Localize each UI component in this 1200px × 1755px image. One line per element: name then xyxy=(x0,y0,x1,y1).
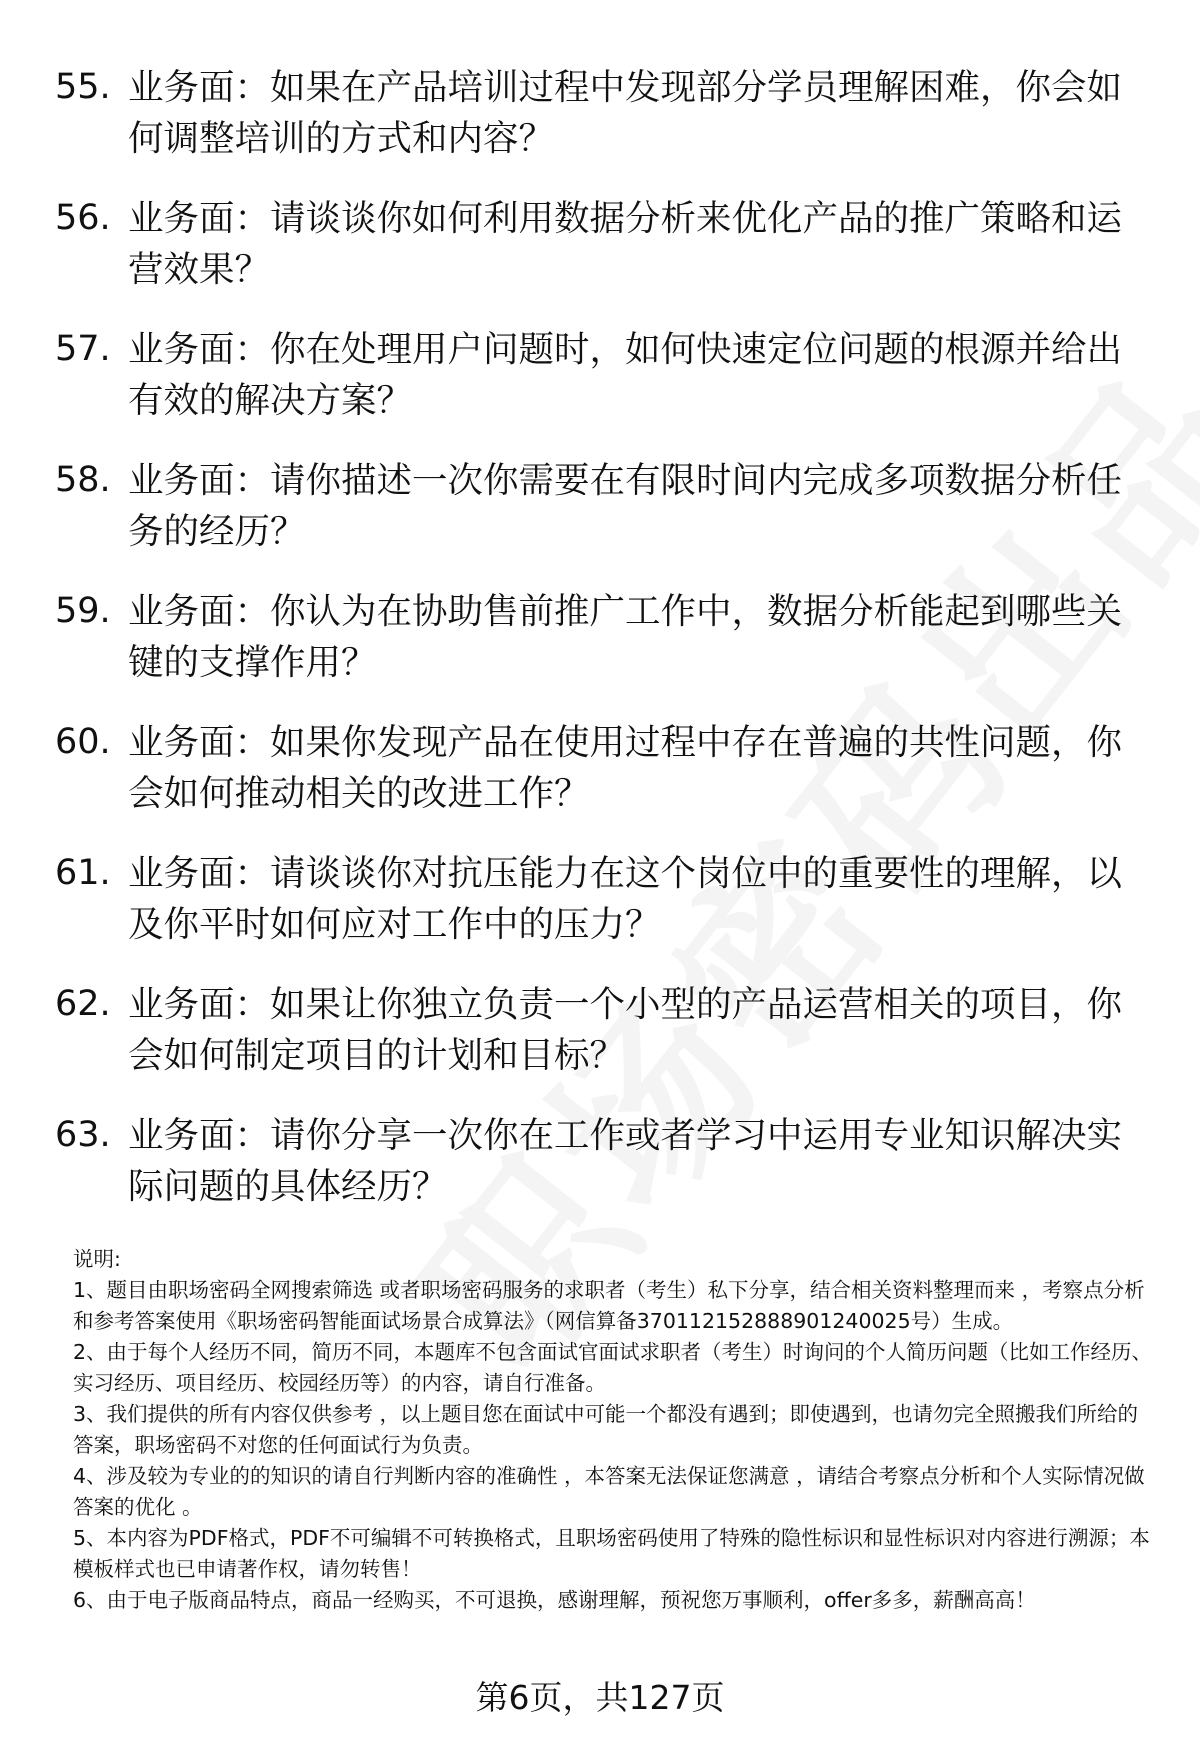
question-list xyxy=(0,62,1200,1241)
notes-title: 说明: xyxy=(73,1247,121,1271)
note-item: 6、由于电子版商品特点，商品一经购买，不可退换，感谢理解，预祝您万事顺利，offer多多，薪酬高高！ xyxy=(73,1588,1036,1612)
question-item xyxy=(0,455,1200,586)
question-number: 61. xyxy=(55,853,111,893)
question-item xyxy=(0,1110,1200,1241)
question-item xyxy=(0,979,1200,1110)
note-item: 4、涉及较为专业的的知识的请自行判断内容的准确性 ，本答案无法保证您满意 ，请结合考察点分析和个人实际情况做答案的优化 。 xyxy=(73,1464,1145,1519)
question-number: 55. xyxy=(55,67,111,107)
question-number: 60. xyxy=(55,722,111,762)
question-text: 业务面：请你描述一次你需要在有限时间内完成多项数据分析任务的经历？ xyxy=(128,460,1123,552)
question-text: 业务面：你在处理用户问题时，如何快速定位问题的根源并给出有效的解决方案？ xyxy=(128,329,1123,421)
question-number: 59. xyxy=(55,591,111,631)
note-item: 3、我们提供的所有内容仅供参考 ，以上题目您在面试中可能一个都没有遇到；即使遇到，也请勿完全照搬我们所给的答案，职场密码不对您的任何面试行为负责。 xyxy=(73,1402,1139,1457)
question-text: 业务面：请谈谈你如何利用数据分析来优化产品的推广策略和运营效果？ xyxy=(128,198,1123,290)
question-number: 58. xyxy=(55,460,111,500)
question-item xyxy=(0,848,1200,979)
question-item xyxy=(0,324,1200,455)
question-item xyxy=(0,586,1200,717)
question-text: 业务面：如果让你独立负责一个小型的产品运营相关的项目，你会如何制定项目的计划和目标？ xyxy=(128,984,1123,1076)
question-number: 63. xyxy=(55,1115,111,1155)
question-text: 业务面：请你分享一次你在工作或者学习中运用专业知识解决实际问题的具体经历？ xyxy=(128,1115,1123,1207)
question-number: 62. xyxy=(55,984,111,1024)
question-item xyxy=(0,193,1200,324)
question-text: 业务面：如果在产品培训过程中发现部分学员理解困难，你会如何调整培训的方式和内容？ xyxy=(128,67,1123,159)
question-item xyxy=(0,717,1200,848)
note-item: 5、本内容为PDF格式，PDF不可编辑不可转换格式，且职场密码使用了特殊的隐性标识和显性标识对内容进行溯源；本模板样式也已申请著作权，请勿转售！ xyxy=(73,1526,1150,1581)
note-item: 1、题目由职场密码全网搜索筛选 或者职场密码服务的求职者（考生）私下分享，结合相关资料整理而来 ，考察点分析和参考答案使用《职场密码智能面试场景合成算法》（网信算备370112152888901240025号）生成。 xyxy=(73,1278,1145,1333)
question-text: 业务面：请谈谈你对抗压能力在这个岗位中的重要性的理解，以及你平时如何应对工作中的压力？ xyxy=(128,853,1123,945)
question-text: 业务面：你认为在协助售前推广工作中，数据分析能起到哪些关键的支撑作用？ xyxy=(128,591,1123,683)
question-text: 业务面：如果你发现产品在使用过程中存在普遍的共性问题，你会如何推动相关的改进工作？ xyxy=(128,722,1123,814)
question-number: 56. xyxy=(55,198,111,238)
question-number: 57. xyxy=(55,329,111,369)
page-number: 第6页，共127页 xyxy=(475,1678,725,1717)
notes-section xyxy=(73,1244,1153,1616)
note-item: 2、由于每个人经历不同，简历不同，本题库不包含面试官面试求职者（考生）时询问的个人简历问题（比如工作经历、实习经历、项目经历、校园经历等）的内容，请自行准备。 xyxy=(73,1340,1153,1395)
question-item xyxy=(0,62,1200,193)
